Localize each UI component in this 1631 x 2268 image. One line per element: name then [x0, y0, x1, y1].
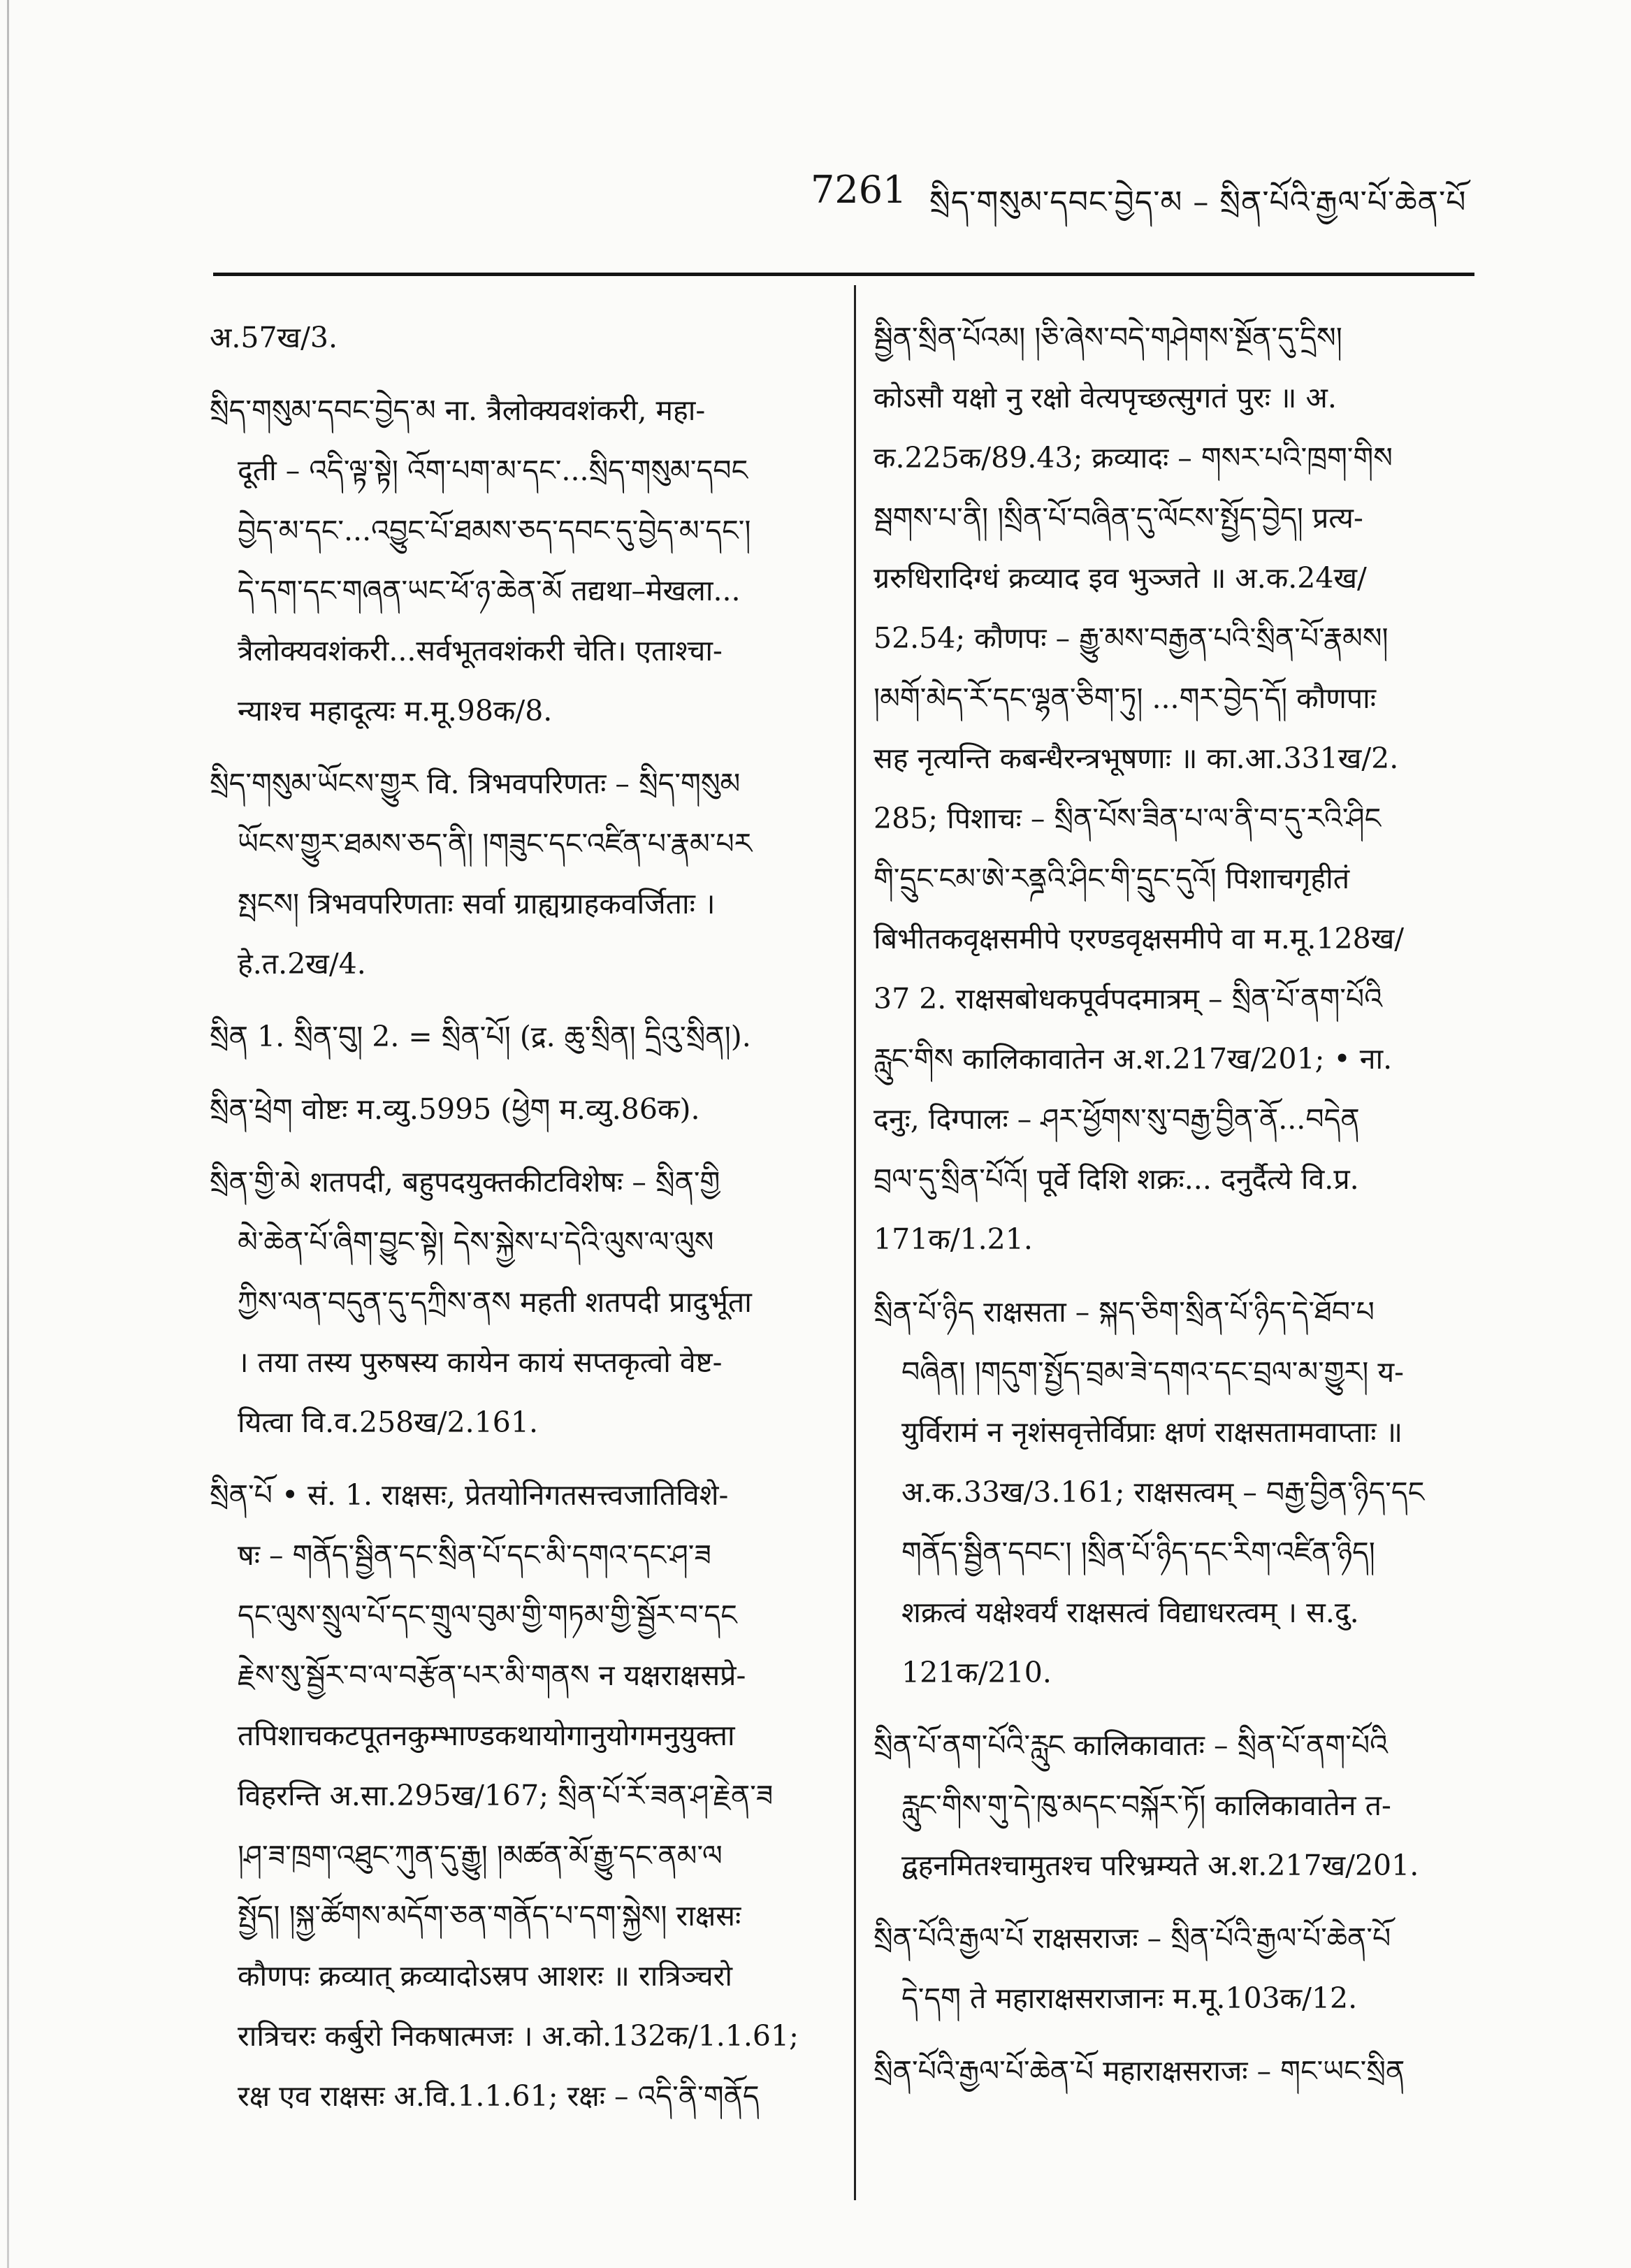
entry-line: कोऽसौ यक्षो नु रक्षो वेत्यपृच्छत्सुगतं पुरः ॥ अ. — [874, 381, 1337, 414]
dictionary-entry — [210, 753, 832, 994]
entry-line: སྲིན་གྱི་མེ शतपदी, बहुपदयुक्तकीटविशेषः – སྲིན་གྱི — [210, 1165, 720, 1199]
entry-line: སྲིན་པོ • सं. 1. राक्षसः, प्रेतयोनिगतसत्त्वजातिविशे- — [210, 1478, 729, 1512]
entry-line: དང་ལུས་སྲུལ་པོ་དང་གྲུལ་བུམ་གྱི་གཏམ་གྱི་སྦྱོར་བ་དང — [238, 1598, 737, 1632]
page-number: 7261 — [811, 168, 907, 212]
entry-line: दूती – འདི་ལྟ་སྟེ། འོག་པག་མ་དང་...སྲིད་གསུམ་དབང — [238, 454, 748, 487]
entry-line: བཞིན། །གདུག་སྤྱོད་བྲམ་ཟེ་དགའ་དང་བྲལ་མ་གྱུར། य- — [901, 1355, 1404, 1389]
entry-line: བྱེད་མ་དང་...འབྱུང་པོ་ཐམས་ཅད་དབང་དུ་བྱེད་མ་དང་། — [238, 514, 751, 547]
entry-line: བྲལ་དུ་སྲིན་པོའོ། पूर्वे दिशि शक्रः... दनुर्दैत्ये वि.प्र. — [874, 1162, 1359, 1196]
entry-line: རྗེས་སུ་སྦྱོར་བ་ལ་བརྩོན་པར་མི་གནས न यक्षराक्षसप्रे- — [238, 1659, 746, 1692]
dictionary-entry — [210, 308, 832, 368]
entry-line: तपिशाचकटपूतनकुम्भाण्डकथायोगानुयोगमनुयुक्ता — [238, 1719, 735, 1752]
entry-line: 171क/1.21. — [874, 1222, 1033, 1256]
entry-line: སྲིན་པོ་ནག་པོའི་རླུང कालिकावातः – སྲིན་པོ་ནག་པོའི — [874, 1728, 1388, 1762]
entry-line: ग्ररुधिरादिग्धं क्रव्याद इव भुञ्जते ॥ अ.क.24ख/ — [874, 561, 1367, 595]
entry-line: 285; पिशाचः – སྲིན་པོས་ཟིན་པ་ལ་ནི་བ་དུ་རའི་ཤིང — [874, 802, 1382, 835]
entry-line: གི་དྲུང་ངམ་ཨེ་རནྜའི་ཤིང་གི་དྲུང་དུའོ། पिशाचगृहीतं — [874, 862, 1350, 895]
entry-line: སྲིད་གསུམ་དབང་བྱེད་མ ना. त्रैलोक्यवशंकरी, महा- — [210, 393, 706, 427]
header-rule — [213, 273, 1474, 276]
dictionary-entry — [874, 1908, 1481, 2028]
entry-line: རླུང་གིས་གུ་དེ་ཁུ་མདང་བསྐོར་ཏོ། कालिकावातेन त- — [901, 1789, 1391, 1822]
entry-line: སྦགས་པ་ནི། །སྲིན་པོ་བཞིན་དུ་ལོངས་སྤྱོད་བྱེད། प्रत्य- — [874, 501, 1363, 535]
entry-line: སྲིན་པོ་ཉིད राक्षसता – སྐད་ཅིག་སྲིན་པོ་ཉིད་དེ་ཐོབ་པ — [874, 1295, 1375, 1329]
entry-line: कौणपः क्रव्यात् क्रव्यादोऽस्रप आशरः ॥ रात्रिञ्चरो — [238, 1959, 733, 1993]
entry-line: །མགོ་མེད་རོ་དང་ལྷན་ཅིག་ཏུ། ...གར་བྱེད་དོ། कौणपाः — [874, 681, 1377, 715]
entry-line: སྤངས། त्रिभवपरिणताः सर्वा ग्राह्यग्राहकवर्जिताः । — [238, 887, 716, 920]
right-column — [874, 308, 1481, 2114]
entry-line: षः – གནོད་སྦྱིན་དང་སྲིན་པོ་དང་མི་དགའ་དང་ཤ་ཟ — [238, 1538, 711, 1572]
left-column — [210, 308, 832, 2139]
scan-edge — [7, 0, 9, 2268]
dictionary-entry — [210, 380, 832, 741]
entry-line: 37 2. राक्षसबोधकपूर्वपदमात्रम् – སྲིན་པོ་ནག་པོའི — [874, 982, 1383, 1016]
dictionary-entry — [874, 2041, 1481, 2101]
dictionary-entry — [874, 1715, 1481, 1895]
dictionary-entry — [874, 1282, 1481, 1703]
entry-line: །ཤ་ཟ་ཁྲག་འཐུང་ཀུན་དུ་རྒྱུ། །མཚན་མོ་རྒྱུ་དང་ནམ་ལ — [238, 1839, 723, 1872]
entry-line: यित्वा वि.व.258ख/2.161. — [238, 1406, 539, 1439]
dictionary-entry — [210, 1465, 832, 2126]
entry-line: सह नृत्यन्ति कबन्धैरन्त्रभूषणाः ॥ का.आ.331ख/2. — [874, 742, 1399, 775]
entry-line: རླུང་གིས कालिकावातेन अ.श.217ख/201; • ना. — [874, 1042, 1393, 1076]
entry-line: གནོད་སྦྱིན་དབང་། །སྲིན་པོ་ཉིད་དང་རིག་འཛིན་ཉིད། — [901, 1536, 1375, 1569]
entry-line: སྲིན་པོའི་རྒྱལ་པོ राक्षसराजः – སྲིན་པོའི་རྒྱལ་པོ་ཆེན་པོ — [874, 1921, 1391, 1955]
entry-line: युर्विरामं न नृशंसवृत्तेर्विप्राः क्षणं राक्षसतामवाप्ताः ॥ — [901, 1415, 1403, 1449]
entry-line: रात्रिचरः कर्बुरो निकषात्मजः । अ.को.132क/1.1.61; — [238, 2019, 799, 2053]
dictionary-entry — [874, 308, 1481, 1269]
entry-line: སྲིན 1. སྲིན་བུ། 2. = སྲིན་པོ། (द्र. ཆུ་སྲིན། དྲིའུ་སྲིན།). — [210, 1020, 751, 1053]
entry-line: । तया तस्य पुरुषस्य कायेन कायं सप्तकृत्वो वेष्ट- — [238, 1345, 723, 1379]
running-head: སྲིད་གསུམ་དབང་བྱེད་མ – སྲིན་པོའི་རྒྱལ་པོ་ཆེན་པོ — [929, 185, 1467, 220]
entry-line: སྦྱིན་སྲིན་པོའམ། །ཅི་ཞེས་བདེ་གཤེགས་སྔོན་དུ་དྲིས། — [874, 321, 1342, 354]
entry-line: དེ་དག ते महाराक्षसराजानः म.मू.103क/12. — [901, 1981, 1358, 2015]
entry-line: ཀྱིས་ལན་བདུན་དུ་དཀྲིས་ནས महती शतपदी प्रादुर्भूता — [238, 1285, 752, 1319]
entry-line: द्वहनमितश्चामुतश्च परिभ्रम्यते अ.श.217ख/201. — [901, 1849, 1419, 1882]
entry-line: रक्ष एव राक्षसः अ.वि.1.1.61; रक्षः – འདི་ནི་གནོད — [238, 2079, 760, 2113]
dictionary-entry — [210, 1079, 832, 1139]
entry-line: अ.57ख/3. — [210, 321, 338, 354]
entry-line: སྲིད་གསུམ་ཡོངས་གྱུར वि. त्रिभवपरिणतः – སྲིད་གསུམ — [210, 767, 741, 800]
dictionary-entry — [210, 1006, 832, 1067]
dictionary-entry — [210, 1152, 832, 1452]
entry-line: སྲིན་ཕྲེག वोष्टः म.व्यु.5995 (ཕྱེག म.व्यु.86क). — [210, 1092, 700, 1126]
entry-line: त्रैलोक्यवशंकरी...सर्वभूतवशंकरी चेति। एताश्चा- — [238, 634, 723, 667]
entry-line: 121क/210. — [901, 1656, 1052, 1689]
entry-line: न्याश्च महादूत्यः म.मू.98क/8. — [238, 694, 553, 728]
column-divider — [854, 285, 856, 2200]
entry-line: शक्रत्वं यक्षेश्वर्यं राक्षसत्वं विद्याधरत्वम् । स.दु. — [901, 1596, 1359, 1629]
entry-line: མེ་ཆེན་པོ་ཞིག་བྱུང་སྟེ། དེས་སྐྱེས་པ་དེའི་ལུས་ལ་ལུས — [238, 1225, 714, 1259]
entry-line: विहरन्ति अ.सा.295ख/167; སྲིན་པོ་རོ་ཟན་ཤ་རྗེན་ཟ — [238, 1779, 774, 1812]
entry-line: अ.क.33ख/3.161; राक्षसत्वम् – བརྒྱ་བྱིན་ཉིད་དང — [901, 1475, 1425, 1509]
entry-line: སྤྱོད། །སྐྱ་ཚོགས་མདོག་ཅན་གནོད་པ་དག་སྐྱེས། राक्षसः — [238, 1899, 741, 1933]
entry-line: སྲིན་པོའི་རྒྱལ་པོ་ཆེན་པོ महाराक्षसराजः – གང་ཡང་སྲིན — [874, 2054, 1405, 2088]
entry-line: क.225क/89.43; क्रव्यादः – གསར་པའི་ཁྲག་གིས — [874, 441, 1393, 475]
entry-line: 52.54; कौणपः – རྒྱུ་མས་བརྒྱན་པའི་སྲིན་པོ་རྣམས། — [874, 621, 1389, 655]
entry-line: हे.त.2ख/4. — [238, 947, 366, 981]
entry-line: बिभीतकवृक्षसमीपे एरण्डवृक्षसमीपे वा म.मू.128ख/ — [874, 922, 1405, 955]
entry-line: दनुः, दिग्पालः – ཤར་ཕྱོགས་སུ་བརྒྱ་བྱིན་ནོ...བདེན — [874, 1102, 1360, 1136]
entry-line: ཡོངས་གྱུར་ཐམས་ཅད་ནི། །གཟུང་དང་འཛིན་པ་རྣམ་པར — [238, 827, 753, 860]
entry-line: དེ་དག་དང་གཞན་ཡང་ཕོ་ཉ་ཆེན་མོ तद्यथा–मेखला... — [238, 574, 741, 607]
